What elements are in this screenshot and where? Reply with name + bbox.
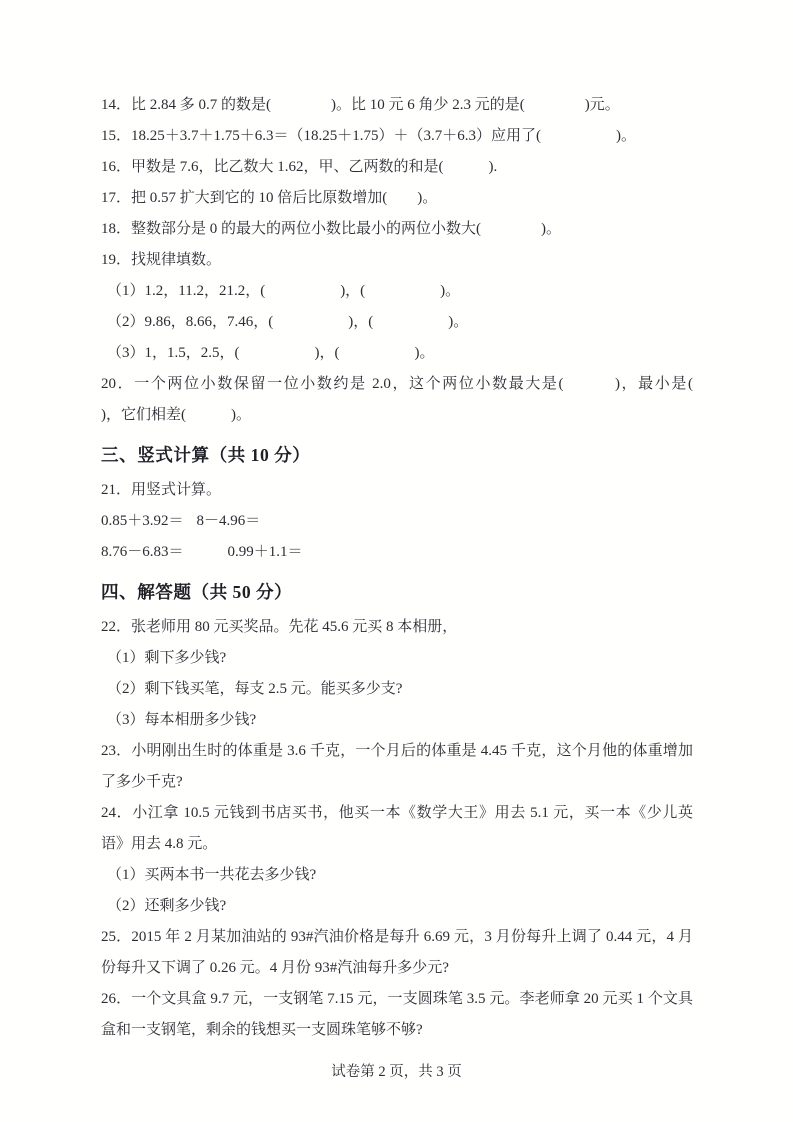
question-22-sub-1: （1）剩下多少钱? bbox=[107, 650, 227, 666]
question-17: 17．把 0.57 扩大到它的 10 倍后比原数增加( )。 bbox=[101, 190, 438, 206]
question-24-sub-1: （1）买两本书一共花去多少钱? bbox=[107, 867, 317, 883]
calc-row-2 bbox=[101, 537, 693, 568]
question-23: 23．小明刚出生时的体重是 3.6 千克，一个月后的体重是 4.45 千克，这个月他的体重增加了多少千克? bbox=[101, 743, 693, 790]
question-20: 20．一个两位小数保留一位小数约是 2.0，这个两位小数最大是( )，最小是( )，它们相差( )。 bbox=[101, 376, 739, 423]
question-22-sub-2: （2）剩下钱买笔，每支 2.5 元。能买多少支? bbox=[107, 681, 403, 697]
question-19-sub-1: （1）1.2，11.2，21.2，( )，( )。 bbox=[107, 283, 461, 299]
question-21: 21．用竖式计算。 bbox=[101, 482, 222, 498]
exam-content bbox=[101, 0, 739, 1046]
question-24-sub-2: （2）还剩多少钱? bbox=[107, 898, 227, 914]
question-19-sub-3: （3）1，1.5，2.5，( )，( )。 bbox=[107, 345, 435, 361]
question-15: 15．18.25＋3.7＋1.75＋6.3＝（18.25＋1.75）＋（3.7＋6.3）应用了( )。 bbox=[101, 128, 636, 144]
section-3-title: 三、竖式计算（共 10 分） bbox=[101, 445, 311, 465]
question-22: 22．张老师用 80 元买奖品。先花 45.6 元买 8 本相册， bbox=[101, 619, 458, 635]
calc-expression-2: 8－4.96＝ bbox=[196, 513, 261, 529]
question-22-sub-3: （3）每本相册多少钱? bbox=[107, 712, 257, 728]
question-24: 24．小江拿 10.5 元钱到书店买书，他买一本《数学大王》用去 5.1 元，买一本《少儿英语》用去 4.8 元。 bbox=[101, 805, 693, 852]
calc-expression-4: 0.99＋1.1＝ bbox=[227, 544, 303, 560]
question-19-sub-2: （2）9.86，8.66，7.46，( )，( )。 bbox=[107, 314, 469, 330]
calc-expression-1: 0.85＋3.92＝ bbox=[101, 513, 184, 529]
section-4-title: 四、解答题（共 50 分） bbox=[101, 582, 293, 602]
question-26: 26．一个文具盒 9.7 元，一支钢笔 7.15 元，一支圆珠笔 3.5 元。李老师拿 20 元买 1 个文具盒和一支钢笔，剩余的钱想买一支圆珠笔够不够? bbox=[101, 991, 693, 1038]
question-19: 19．找规律填数。 bbox=[101, 252, 222, 268]
question-14: 14．比 2.84 多 0.7 的数是( )。比 10 元 6 角少 2.3 元的是( )元。 bbox=[101, 97, 620, 113]
question-18: 18．整数部分是 0 的最大的两位小数比最小的两位小数大( )。 bbox=[101, 221, 561, 237]
page-number-footer: 试卷第 2 页，共 3 页 bbox=[331, 1064, 462, 1080]
question-25: 25．2015 年 2 月某加油站的 93#汽油价格是每升 6.69 元，3 月份每升上调了 0.44 元，4 月份每升又下调了 0.26 元。4 月份 93#汽油每升多少元? bbox=[101, 929, 693, 976]
calc-expression-3: 8.76－6.83＝ bbox=[101, 544, 184, 560]
calc-row-1 bbox=[101, 506, 693, 537]
question-16: 16．甲数是 7.6，比乙数大 1.62，甲、乙两数的和是( ). bbox=[101, 159, 498, 175]
